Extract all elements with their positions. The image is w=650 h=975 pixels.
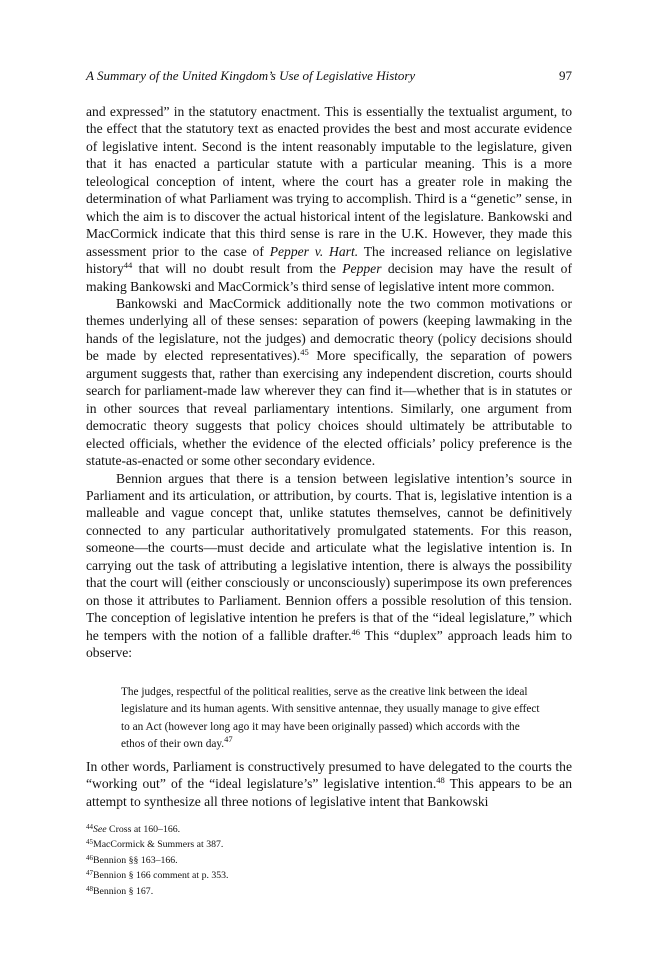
paragraph-3-text-a: Bennion argues that there is a tension between legislative intention’s source in Parliament and its articulation, or attribution, by courts. That is, legislative intention is a malleable and vague concept that, unlike statutes themselves, cannot be definitively connected to any particular authoritatively promulgated statements. For this reason, someone—the courts—must decide and articulate what the legislative intention is. In carrying out the task of attributing a legislative intention, there is always the possibility that the court will (either consciously or unconsciously) superimpose its own preferences on those it attributes to Parliament. Bennion offers a possible resolution of this tension. The conception of legislative intention he prefers is that of the “ideal legislature,” which he tempers with the notion of a fallible drafter.: [86, 470, 572, 643]
footnote-number: 44: [86, 823, 93, 831]
page-number: 97: [559, 68, 572, 83]
footnote-signal: See: [93, 824, 107, 835]
case-name-pepper-v-hart: Pepper v. Hart.: [269, 243, 359, 259]
running-title: A Summary of the United Kingdom’s Use of Legislative History: [86, 68, 416, 83]
footnotes: [86, 822, 572, 899]
footnote-number: 47: [86, 869, 93, 878]
paragraph-1-text-b: The increased reliance on legislative history: [86, 243, 572, 277]
footnote-text: Bennion § 167.: [93, 885, 154, 897]
footnote-number: 45: [86, 838, 93, 847]
footnote-ref-45: 45: [300, 347, 309, 358]
footnote-ref-46: 46: [351, 626, 360, 637]
paragraph-2: [86, 295, 572, 470]
paragraph-2-text-a: Bankowski and MacCormick additionally note the two common motivations or themes underlying all of these senses: separation of powers (keeping lawmaking in the hands of the legislature, not the judges) and democratic theory (policy decisions should be made by elected representatives).: [86, 295, 572, 364]
footnote-text: Bennion § 166 comment at p. 353.: [93, 870, 229, 882]
block-quote-text: The judges, respectful of the political realities, serve as the creative link between the ideal legislature and its human agents. With sensitive antennae, they usually manage to give effect to an Act (however long ago it may have been originally passed) which accords with the ethos of their own day.: [121, 686, 540, 751]
paragraph-1: [86, 103, 572, 295]
paragraph-1-text-c: that will no doubt result from the: [132, 261, 343, 277]
paragraph-2-text-b: More specifically, the separation of powers argument suggests that, rather than exercising any independent discretion, courts should search for parliament-made law wherever they can find it—whether that is in statutes or in other sources that reveal parliamentary intentions. Similarly, one argument from democratic theory suggests that policy choices should ultimately be attributable to elected officials, whether the evidence of the elected officials’ policy preference is the statute-as-enacted or some other secondary evidence.: [86, 348, 573, 469]
footnote-ref-48: 48: [436, 775, 445, 786]
paragraph-1-text-a: and expressed” in the statutory enactment. This is essentially the textualist argument, to the effect that the statutory text as enacted provides the best and most accurate evidence of legislative intent. Second is the intent reasonably imputable to the legislature, given that it has enacted a particular statute with a particular meaning. This is a more teleological conception of intent, where the court has a greater role in making the determination of what Parliament was trying to accomplish. Third is a “genetic” sense, in which the aim is to discover the actual historical intent of the legislature. Bankowski and MacCormick indicate that this third sense is rare in the U.K. However, they made this assessment prior to the case of: [86, 104, 572, 259]
main-text: [86, 103, 572, 662]
case-name-pepper: Pepper: [342, 261, 382, 277]
paragraph-3-text-b: This “duplex” approach leads him to observe:: [86, 627, 572, 661]
paragraph-4: [86, 758, 572, 810]
paragraph-3: [86, 470, 572, 662]
footnote-text: Bennion §§ 163–166.: [93, 854, 178, 866]
footnote-number: 46: [86, 853, 93, 862]
running-header: [86, 68, 572, 88]
footnote: [86, 853, 572, 868]
paragraph-1-text-d: decision may have the result of making Bankowski and MacCormick’s third sense of legislative intent more common.: [86, 261, 573, 294]
footnote: [86, 822, 572, 837]
footnote-ref-44: 44: [123, 260, 133, 271]
footnote: [86, 837, 572, 852]
paragraph-4-text-a: In other words, Parliament is constructively presumed to have delegated to the courts the “working out” of the “ideal legislature’s” legislative intention.: [86, 759, 572, 792]
block-quote: [121, 684, 546, 754]
footnote: [86, 884, 572, 899]
footnote: [86, 868, 572, 883]
footnote-text: MacCormick & Summers at 387.: [93, 839, 224, 851]
paragraph-4-text-b: This appears to be an attempt to synthesize all three notions of legislative intent that Bankowski: [86, 776, 572, 809]
footnote-text: Cross at 160–166.: [106, 824, 181, 835]
footnote-ref-47: 47: [224, 734, 233, 745]
footnote-number: 48: [86, 884, 93, 893]
